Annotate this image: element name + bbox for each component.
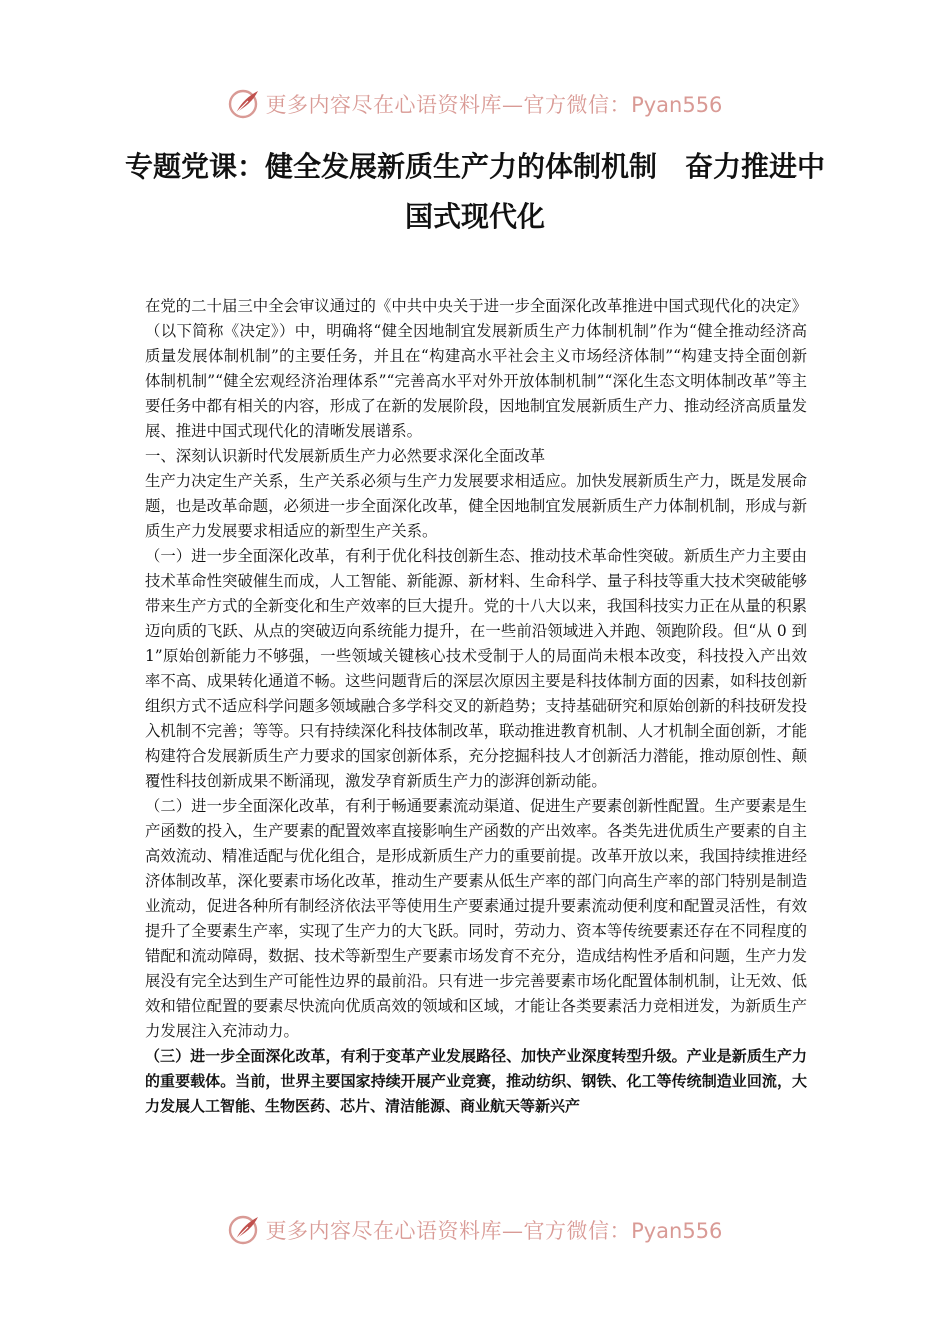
- subsection-three-paragraph: （三）进一步全面深化改革，有利于变革产业发展路径、加快产业深度转型升级。产业是新质生产力的重要载体。当前，世界主要国家持续开展产业竞赛，推动纺织、钢铁、化工等传统制造业回流，大力发展人工智能、生物医药、芯片、清洁能源、商业航天等新兴产: [145, 1047, 807, 1115]
- watermark-bottom: [0, 1210, 950, 1250]
- watermark-text: 更多内容尽在心语资料库—官方微信：Pyan556: [265, 93, 723, 117]
- quill-logo-icon: [228, 1213, 262, 1247]
- document-title: 专题党课：健全发展新质生产力的体制机制 奋力推进中国式现代化: [124, 150, 825, 233]
- watermark-top: [0, 84, 950, 124]
- section-heading: 一、深刻认识新时代发展新质生产力必然要求深化全面改革: [145, 447, 546, 465]
- document-body: [145, 294, 807, 1119]
- body-paragraph: 生产力决定生产关系，生产关系必须与生产力发展要求相适应。加快发展新质生产力，既是发展命题，也是改革命题，必须进一步全面深化改革，健全因地制宜发展新质生产力体制机制，形成与新质生产力发展要求相适应的新型生产关系。: [145, 472, 807, 540]
- watermark-text: 更多内容尽在心语资料库—官方微信：Pyan556: [265, 1219, 723, 1243]
- subsection-one-paragraph: （一）进一步全面深化改革，有利于优化科技创新生态、推动技术革命性突破。新质生产力主要由技术革命性突破催生而成，人工智能、新能源、新材料、生命科学、量子科技等重大技术突破能够带来生产方式的全新变化和生产效率的巨大提升。党的十八大以来，我国科技实力正在从量的积累迈向质的飞跃、从点的突破迈向系统能力提升，在一些前沿领域进入并跑、领跑阶段。但“从 0 到 1”原始创新能力不够强，一些领域关键核心技术受制于人的局面尚未根本改变，科技投入产出效率不高、成果转化通道不畅。这些问题背后的深层次原因主要是科技体制方面的因素，如科技创新组织方式不适应科学问题多领域融合多学科交叉的新趋势；支持基础研究和原始创新的科技研发投入机制不完善；等等。只有持续深化科技体制改革，联动推进教育机制、人才机制全面创新，才能构建符合发展新质生产力要求的国家创新体系，充分挖掘科技人才创新活力潜能，推动原创性、颠覆性科技创新成果不断涌现，激发孕育新质生产力的澎湃创新动能。: [145, 547, 807, 790]
- intro-paragraph: 在党的二十届三中全会审议通过的《中共中央关于进一步全面深化改革推进中国式现代化的决定》（以下简称《决定》）中，明确将“健全因地制宜发展新质生产力体制机制”作为“健全推动经济高质量发展体制机制”的主要任务，并且在“构建高水平社会主义市场经济体制”“构建支持全面创新体制机制”“健全宏观经济治理体系”“完善高水平对外开放体制机制”“深化生态文明体制改革”等主要任务中都有相关的内容，形成了在新的发展阶段，因地制宜发展新质生产力、推动经济高质量发展、推进中国式现代化的清晰发展谱系。: [145, 297, 807, 440]
- quill-logo-icon: [228, 87, 262, 121]
- subsection-two-paragraph: （二）进一步全面深化改革，有利于畅通要素流动渠道、促进生产要素创新性配置。生产要素是生产函数的投入，生产要素的配置效率直接影响生产函数的产出效率。各类先进优质生产要素的自主高效流动、精准适配与优化组合，是形成新质生产力的重要前提。改革开放以来，我国持续推进经济体制改革，深化要素市场化改革，推动生产要素从低生产率的部门向高生产率的部门特别是制造业流动，促进各种所有制经济依法平等使用生产要素通过提升要素流动便利度和配置灵活性，有效提升了全要素生产率，实现了生产力的大飞跃。同时，劳动力、资本等传统要素还存在不同程度的错配和流动障碍，数据、技术等新型生产要素市场发育不充分，造成结构性矛盾和问题，生产力发展没有完全达到生产可能性边界的最前沿。只有进一步完善要素市场化配置体制机制，让无效、低效和错位配置的要素尽快流向优质高效的领域和区域，才能让各类要素活力竞相迸发，为新质生产力发展注入充沛动力。: [145, 797, 807, 1040]
